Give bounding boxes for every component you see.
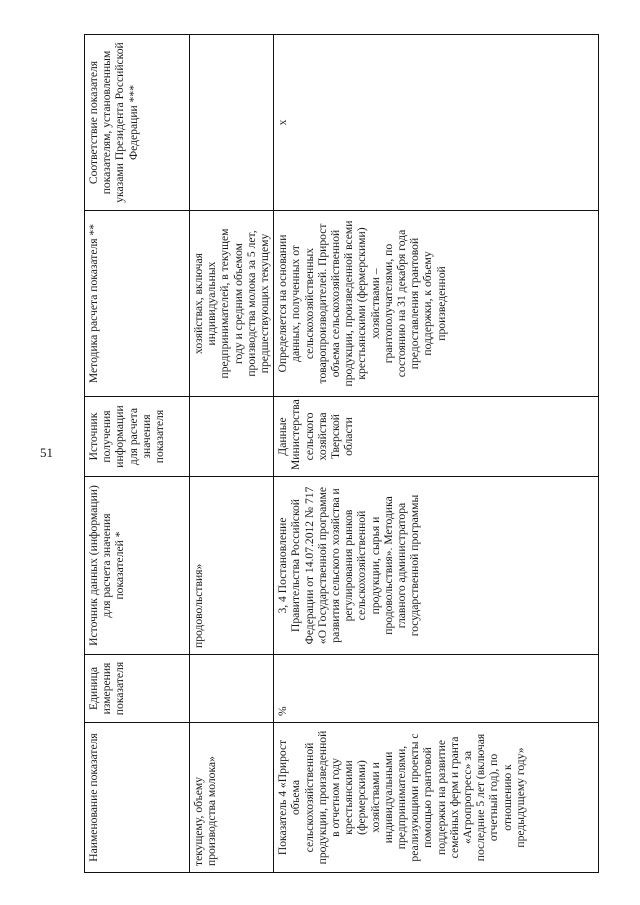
cell-info-source: Данные Министерства сельского хозяйства Тверской области bbox=[274, 397, 599, 477]
table-row bbox=[190, 35, 274, 873]
indicators-table bbox=[84, 34, 599, 873]
table-container bbox=[84, 35, 582, 873]
cell-data-source: продовольствия» bbox=[190, 477, 274, 655]
header-compliance: Соответствие показателя показателям, установленным указами Президента Российской Федерации *** bbox=[85, 35, 190, 211]
cell-data-source: 3, 4 Постановление Правительства Российской Федерации от 14.07.2012 № 717 «О Государственной программе развития сельского хозяйства и регулирования рынков сельскохозяйственной продукции, сырья и продовольствия». Методика главного администратора государственной программы bbox=[274, 477, 599, 655]
cell-info-source bbox=[190, 397, 274, 477]
table-header-row bbox=[85, 35, 190, 873]
cell-method: Определяется на основании данных, полученных от сельскохозяйственных товаропроизводителей. Прирост объема сельскохозяйственной продукции, произведенной всеми крестьянскими (фермерскими) хозяйствами – грантополучателями, по состоянию на 31 декабря года предоставления грантовой поддержки, к объему произведенной bbox=[274, 211, 599, 397]
cell-unit: % bbox=[274, 655, 599, 723]
cell-unit bbox=[190, 655, 274, 723]
cell-name: текущему, объему производства молока» bbox=[190, 723, 274, 873]
table-row bbox=[274, 35, 599, 873]
cell-name: Показатель 4 «Прирост объема сельскохозяйственной продукции, произведенной в отчетном году крестьянскими (фермерскими) хозяйствами и индивидуальными предпринимателями, реализующими проекты с помощью грантовой поддержки на развитие семейных ферм и гранта «Агропрогресс» за последние 5 лет (включая отчетный год), по отношению к предыдущему году» bbox=[274, 723, 599, 873]
header-unit: Единица измерения показателя bbox=[85, 655, 190, 723]
page-number: 51 bbox=[40, 445, 53, 460]
cell-compliance: x bbox=[274, 35, 599, 211]
cell-compliance bbox=[190, 35, 274, 211]
cell-method: хозяйствах, включая индивидуальных предпринимателей, в текущем году и средним объемом производства молока за 5 лет, предшествующих текущему bbox=[190, 211, 274, 397]
header-data-source: Источник данных (информации) для расчета значения показателей * bbox=[85, 477, 190, 655]
header-indicator-name: Наименование показателя bbox=[85, 723, 190, 873]
header-info-source: Источник получения информации для расчета значения показателя bbox=[85, 397, 190, 477]
header-method: Методика расчета показателя ** bbox=[85, 211, 190, 397]
